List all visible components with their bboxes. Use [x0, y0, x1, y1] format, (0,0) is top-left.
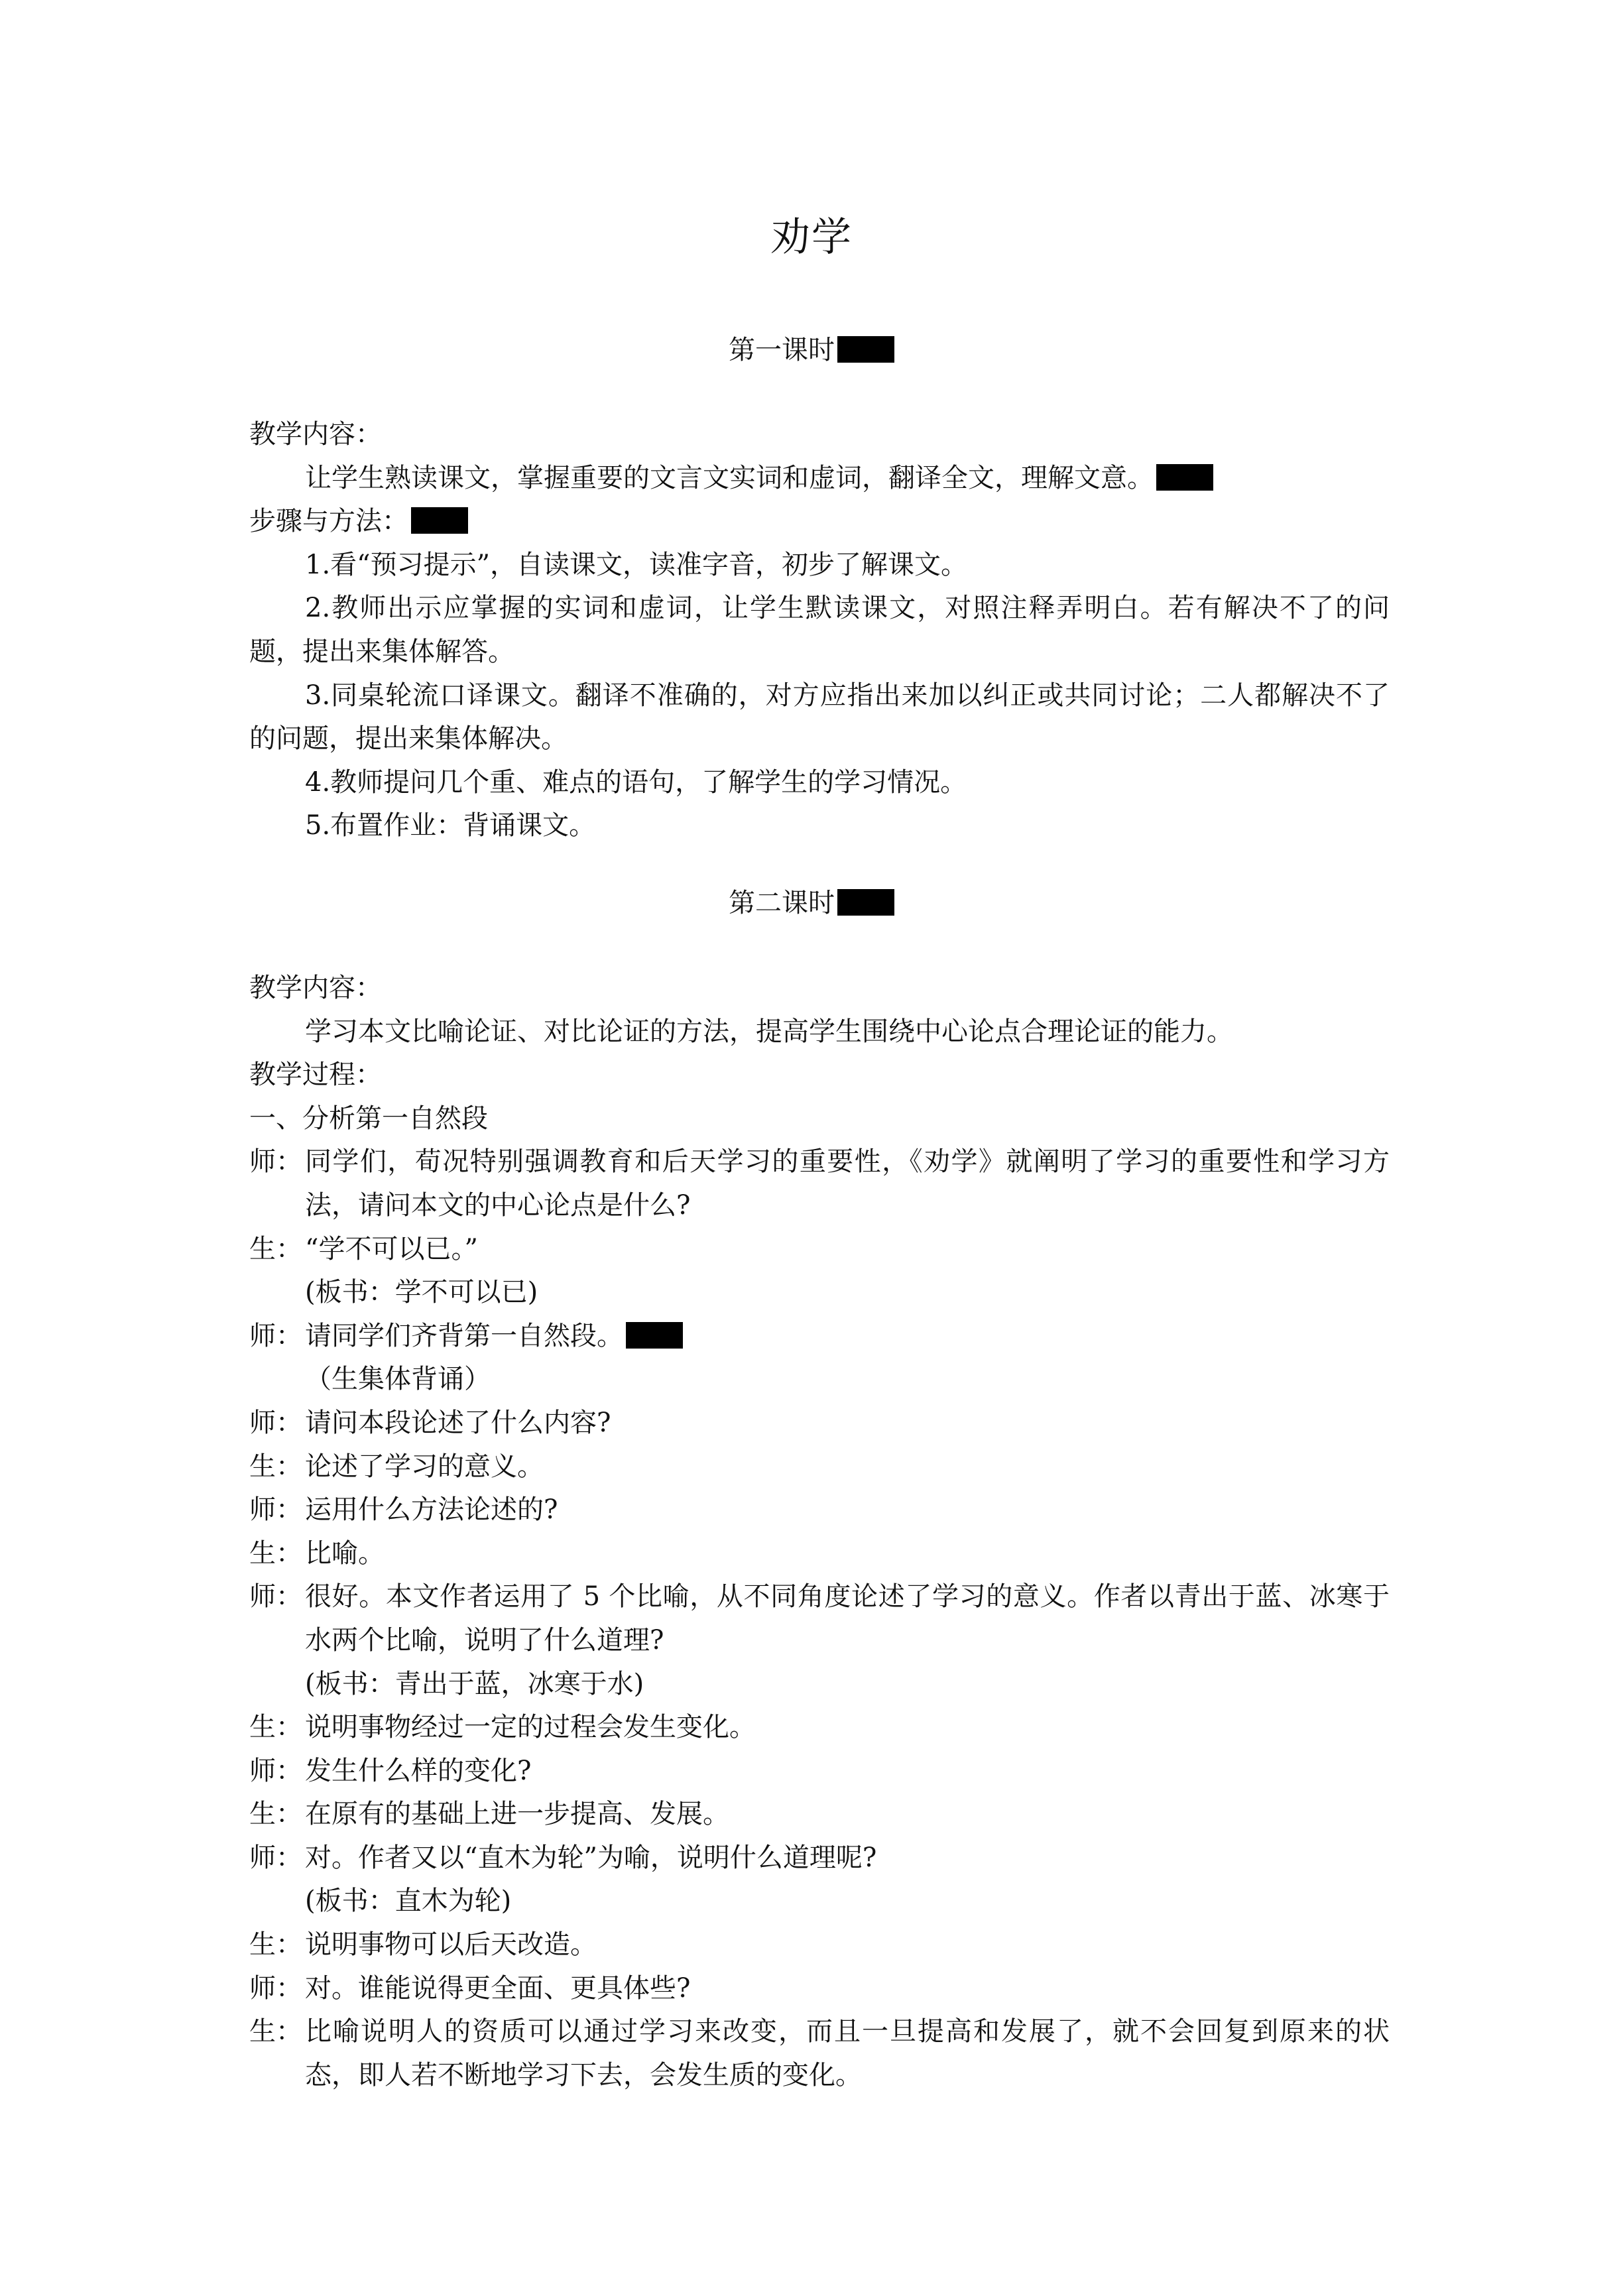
redaction-block — [837, 889, 894, 916]
lesson1-content-paragraph — [249, 457, 1390, 501]
lesson1-step: 2.教师出示应掌握的实词和虚词，让学生默读课文，对照注释弄明白。若有解决不了的问题，提出来集体解答。 — [249, 593, 1390, 667]
board-note: (板书：学不可以已) — [305, 1277, 538, 1308]
dialogue-line — [249, 1445, 1390, 1489]
dialogue-line — [249, 1837, 1390, 1880]
dialogue-line — [249, 1228, 1390, 1272]
dialogue-line — [249, 1575, 1390, 1662]
lesson1-heading-text: 第一课时 — [729, 335, 835, 365]
board-note: (板书：直木为轮) — [305, 1886, 512, 1917]
lesson1-step: 1.看“预习提示”，自读课文，读准字音，初步了解课文。 — [305, 549, 968, 580]
lesson1-content-label: 教学内容： — [249, 419, 382, 450]
speaker-label: 师： — [249, 1146, 302, 1178]
speaker-label: 师： — [249, 1581, 302, 1612]
speaker-label: 生： — [249, 1929, 302, 1961]
dialogue-text: 比喻说明人的资质可以通过学习来改变，而且一旦提高和发展了，就不会回复到原来的状态，即人若不断地学习下去，会发生质的变化。 — [305, 2016, 1390, 2090]
redaction-block — [411, 507, 468, 534]
speaker-label: 师： — [249, 1972, 302, 2004]
lesson2-process-label: 教学过程： — [249, 1059, 382, 1091]
dialogue-line — [249, 1315, 1390, 1359]
dialogue-line — [249, 1532, 1390, 1576]
lesson2-heading — [0, 883, 1623, 923]
speaker-label: 师： — [249, 1842, 302, 1873]
speaker-label: 师： — [249, 1755, 302, 1786]
redaction-block — [626, 1322, 683, 1349]
redaction-block — [1156, 464, 1213, 491]
dialogue-line — [249, 1967, 1390, 2011]
dialogue-text: 比喻。 — [305, 1538, 385, 1569]
lesson2-content-text: 学习本文比喻论证、对比论证的方法，提高学生围绕中心论点合理论证的能力。 — [305, 1016, 1233, 1047]
dialogue-text: 对。谁能说得更全面、更具体些? — [305, 1972, 691, 2004]
dialogue-text: 发生什么样的变化? — [305, 1755, 532, 1786]
speaker-label: 生： — [249, 1538, 302, 1569]
dialogue-line — [249, 1140, 1390, 1227]
dialogue-line — [249, 1488, 1390, 1532]
dialogue-line — [249, 1271, 1390, 1315]
stage-note: （生集体背诵） — [305, 1364, 491, 1395]
board-note: (板书：青出于蓝，冰寒于水) — [305, 1668, 644, 1699]
dialogue-line — [249, 1358, 1390, 1402]
speaker-label: 生： — [249, 1712, 302, 1743]
dialogue-text: 很好。本文作者运用了 5 个比喻，从不同角度论述了学习的意义。作者以青出于蓝、冰寒于水两个比喻，说明了什么道理? — [305, 1581, 1390, 1656]
dialogue-line — [249, 1793, 1390, 1837]
lesson2-heading-text: 第二课时 — [729, 888, 835, 918]
dialogue-text: 说明事物经过一定的过程会发生变化。 — [305, 1712, 756, 1743]
dialogue-line — [249, 1706, 1390, 1750]
lesson1-heading — [0, 330, 1623, 370]
lesson1-step: 4.教师提问几个重、难点的语句，了解学生的学习情况。 — [305, 766, 967, 798]
speaker-label: 师： — [249, 1407, 302, 1438]
lesson1-steps-heading — [249, 500, 1390, 544]
dialogue-text: 对。作者又以“直木为轮”为喻，说明什么道理呢? — [305, 1842, 877, 1873]
dialogue-text: 在原有的基础上进一步提高、发展。 — [305, 1799, 729, 1830]
speaker-label: 生： — [249, 2016, 302, 2047]
speaker-label: 师： — [249, 1494, 302, 1526]
lesson1-body — [249, 413, 1390, 848]
dialogue-text: 同学们，荀况特别强调教育和后天学习的重要性，《劝学》就阐明了学习的重要性和学习方法，请问本文的中心论点是什么? — [305, 1146, 1390, 1221]
lesson2-body — [249, 967, 1390, 2097]
dialogue-text: “学不可以已。” — [305, 1233, 478, 1264]
dialogue-line — [249, 2010, 1390, 2097]
speaker-label: 生： — [249, 1233, 302, 1264]
lesson1-step: 3.同桌轮流口译课文。翻译不准确的，对方应指出来加以纠正或共同讨论；二人都解决不了的问题，提出来集体解决。 — [249, 680, 1390, 755]
lesson1-steps-label: 步骤与方法： — [249, 506, 408, 537]
speaker-label: 师： — [249, 1320, 302, 1351]
dialogue-text: 运用什么方法论述的? — [305, 1494, 558, 1526]
speaker-label: 生： — [249, 1799, 302, 1830]
document-title: 劝学 — [770, 214, 853, 261]
dialogue-line — [249, 1750, 1390, 1793]
dialogue-text: 请同学们齐背第一自然段。 — [305, 1320, 623, 1351]
lesson2-section-heading: 一、分析第一自然段 — [249, 1103, 488, 1134]
lesson1-content-text: 让学生熟读课文，掌握重要的文言文实词和虚词，翻译全文，理解文意。 — [305, 462, 1154, 493]
dialogue-line — [249, 1402, 1390, 1445]
dialogue-line — [249, 1923, 1390, 1967]
redaction-block — [837, 336, 894, 363]
lesson1-step: 5.布置作业：背诵课文。 — [305, 810, 596, 841]
dialogue-line — [249, 1880, 1390, 1923]
dialogue-text: 说明事物可以后天改造。 — [305, 1929, 597, 1961]
lesson2-content-label: 教学内容： — [249, 973, 382, 1003]
dialogue-text: 论述了学习的意义。 — [305, 1451, 544, 1482]
dialogue-text: 请问本段论述了什么内容? — [305, 1407, 611, 1438]
dialogue-line — [249, 1663, 1390, 1707]
speaker-label: 生： — [249, 1451, 302, 1482]
